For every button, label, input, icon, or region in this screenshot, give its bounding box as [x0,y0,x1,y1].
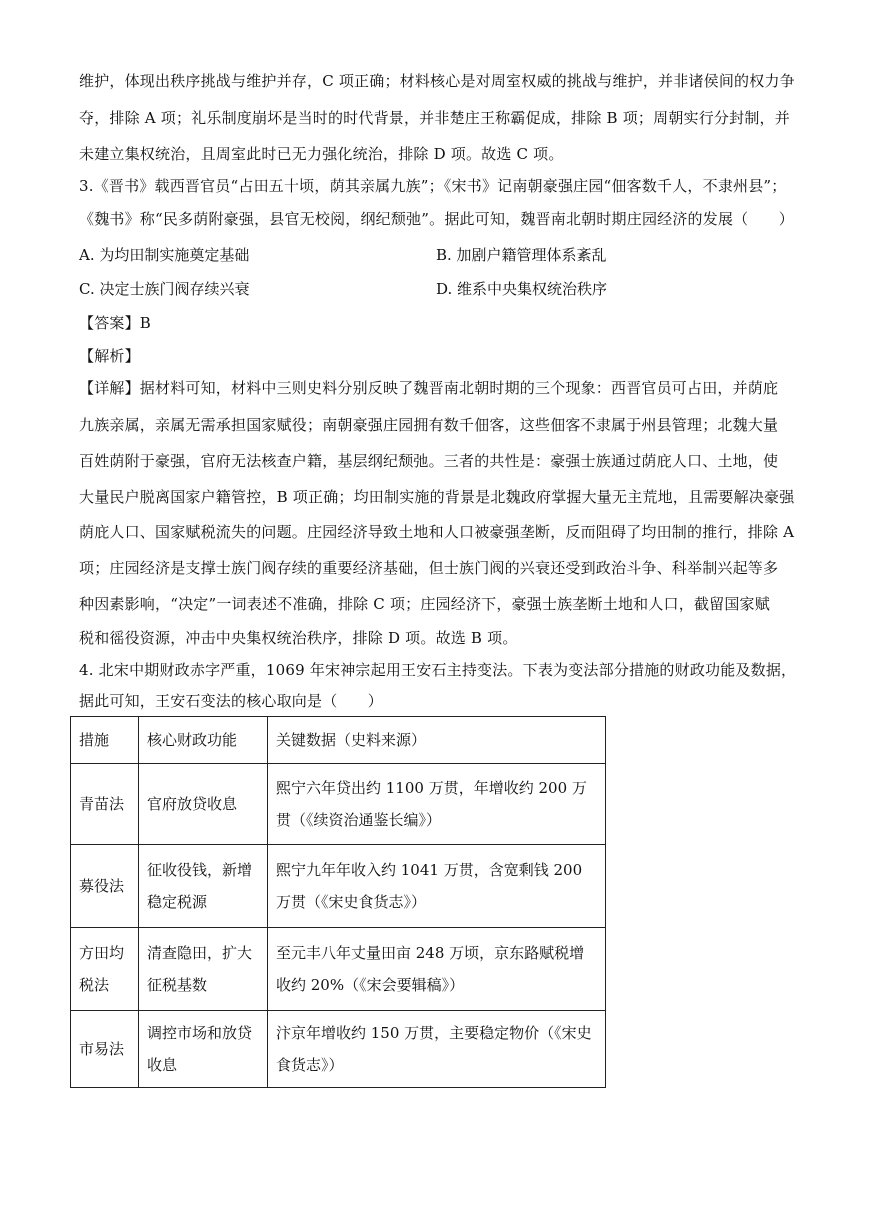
detail-line: 税和徭役资源，冲击中央集权统治秩序，排除 D 项。故选 B 项。 [79,629,518,647]
data-cell: 熙宁九年年收入约 1041 万贯，含宽剩钱 200 万贯（《宋史食货志》） [268,845,606,928]
detail-line: 项；庄园经济是支撑士族门阀存续的重要经济基础，但士族门阀的兴衰还受到政治斗争、科举制兴起等多 [79,559,779,577]
data-cell: 至元丰八年丈量田亩 248 万顷，京东路赋税增收约 20%（《宋会要辑稿》） [268,928,606,1011]
detail-line: 荫庇人口、国家赋税流失的问题。庄园经济导致土地和人口被豪强垄断，反而阻碍了均田制的推行，排除 A [79,523,795,541]
option-b: B. 加剧户籍管理体系紊乱 [436,246,607,264]
measure-cell: 青苗法 [71,764,139,845]
measure-cell: 方田均税法 [71,928,139,1011]
table-row [71,1011,606,1088]
reform-table [70,716,606,1088]
data-cell: 汴京年增收约 150 万贯，主要稳定物价（《宋史食货志》） [268,1011,606,1088]
text-line: 夺，排除 A 项；礼乐制度崩坏是当时的时代背景，并非楚庄王称霸促成，排除 B 项；周朝实行分封制，并 [79,109,790,127]
table-header-cell: 措施 [71,717,139,764]
data-cell: 熙宁六年贷出约 1100 万贯，年增收约 200 万贯（《续资治通鉴长编》） [268,764,606,845]
text-line: 维护，体现出秩序挑战与维护并存，C 项正确；材料核心是对周室权威的挑战与维护，并非诸侯间的权力争 [79,72,795,90]
table-row [71,928,606,1011]
detail-line: 种因素影响，“决定”一词表述不准确，排除 C 项；庄园经济下，豪强士族垄断土地和人口，截留国家赋 [79,595,770,613]
table-header-cell: 关键数据（史料来源） [268,717,606,764]
answer-label: 【答案】B [79,314,152,332]
table-header-cell: 核心财政功能 [139,717,268,764]
function-cell: 调控市场和放贷收息 [139,1011,268,1088]
table-row [71,764,606,845]
function-cell: 官府放贷收息 [139,764,268,845]
table-row [71,845,606,928]
function-cell: 清查隐田，扩大征税基数 [139,928,268,1011]
option-c: C. 决定士族门阀存续兴衰 [79,280,250,298]
question-3-stem: 《魏书》称“民多荫附豪强，县官无校阅，纲纪颓弛”。据此可知，魏晋南北朝时期庄园经济的发展（ ） [79,210,794,228]
detail-line: 【详解】据材料可知，材料中三则史料分别反映了魏晋南北朝时期的三个现象：西晋官员可占田，并荫庇 [79,379,779,397]
detail-line: 百姓荫附于豪强，官府无法核查户籍，基层纲纪颓弛。三者的共性是：豪强士族通过荫庇人口、土地，使 [79,452,779,470]
measure-cell: 市易法 [71,1011,139,1088]
detail-line: 大量民户脱离国家户籍管控，B 项正确；均田制实施的背景是北魏政府掌握大量无主荒地，且需要解决豪强 [79,488,795,506]
table-header-row [71,717,606,764]
question-4-stem: 4. 北宋中期财政赤字严重，1069 年宋神宗起用王安石主持变法。下表为变法部分措施的财政功能及数据， [79,661,797,679]
question-4-stem: 据此可知，王安石变法的核心取向是（ ） [79,692,384,710]
option-d: D. 维系中央集权统治秩序 [436,280,608,298]
option-a: A. 为均田制实施奠定基础 [79,246,250,264]
question-3-stem: 3.《晋书》载西晋官员“占田五十顷，荫其亲属九族”；《宋书》记南朝豪强庄园“佃客数千人，不隶州县”； [79,177,787,195]
analysis-label: 【解析】 [79,347,140,365]
detail-line: 九族亲属，亲属无需承担国家赋役；南朝豪强庄园拥有数千佃客，这些佃客不隶属于州县管理；北魏大量 [79,416,779,434]
text-line: 未建立集权统治，且周室此时已无力强化统治，排除 D 项。故选 C 项。 [79,145,564,163]
function-cell: 征收役钱，新增稳定税源 [139,845,268,928]
measure-cell: 募役法 [71,845,139,928]
